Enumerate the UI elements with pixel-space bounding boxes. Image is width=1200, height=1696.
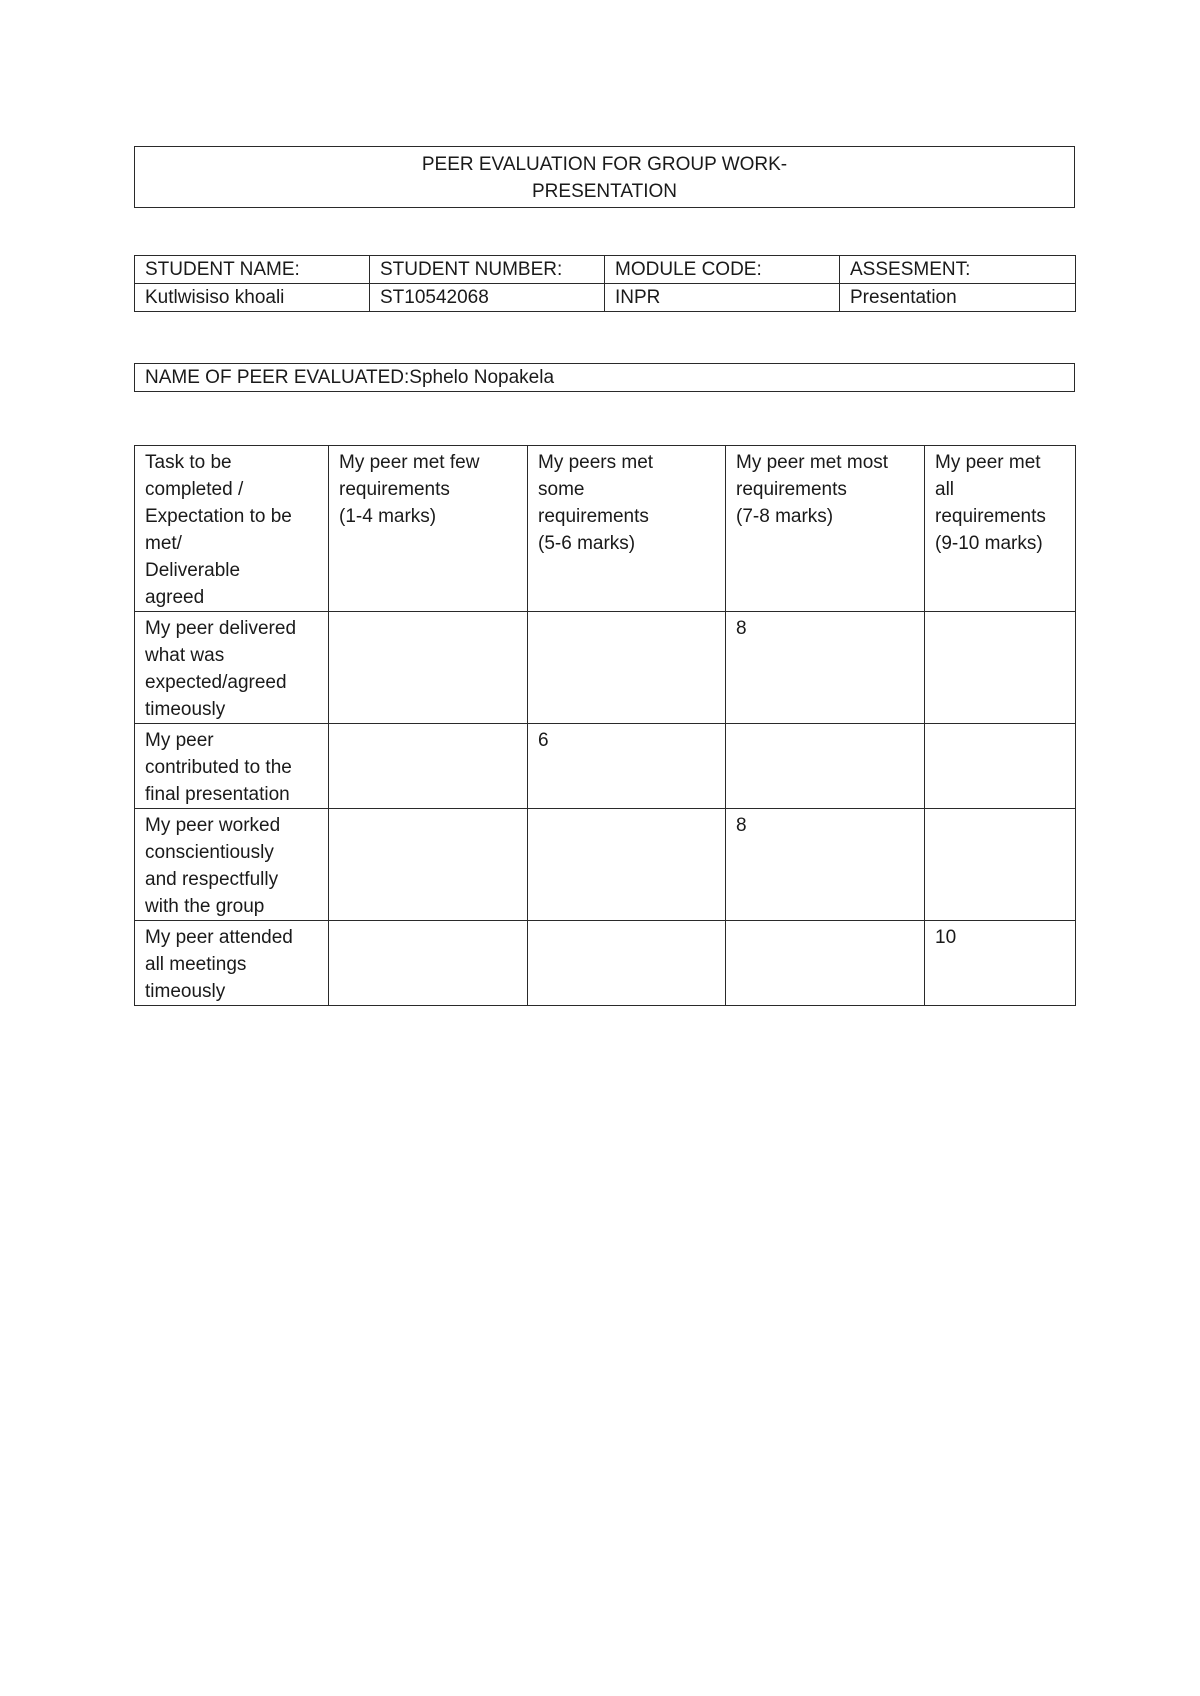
student-name-value: Kutlwisiso khoali bbox=[135, 284, 370, 312]
peer-evaluated-table bbox=[134, 363, 1075, 392]
student-number-header: STUDENT NUMBER: bbox=[370, 256, 605, 284]
rubric-header-some: My peers met some requirements (5-6 marks) bbox=[528, 446, 726, 612]
rubric-task-cell: My peer delivered what was expected/agreed timeously bbox=[135, 612, 329, 724]
rubric-score-cell bbox=[329, 921, 528, 1006]
rubric-score-cell bbox=[329, 612, 528, 724]
rubric-score-cell: 10 bbox=[925, 921, 1076, 1006]
title-box bbox=[134, 146, 1075, 208]
rubric-table bbox=[134, 445, 1076, 1006]
rubric-score-cell bbox=[329, 724, 528, 809]
table-row bbox=[135, 921, 1076, 1006]
module-code-value: INPR bbox=[605, 284, 840, 312]
title-line-2: PRESENTATION bbox=[532, 181, 677, 202]
rubric-header-most: My peer met most requirements (7-8 marks) bbox=[726, 446, 925, 612]
rubric-score-cell bbox=[925, 612, 1076, 724]
student-info-table bbox=[134, 255, 1076, 312]
rubric-header-row bbox=[135, 446, 1076, 612]
rubric-score-cell bbox=[528, 921, 726, 1006]
student-number-value: ST10542068 bbox=[370, 284, 605, 312]
rubric-score-cell bbox=[925, 724, 1076, 809]
assessment-header: ASSESMENT: bbox=[840, 256, 1076, 284]
student-info-value-row bbox=[135, 284, 1076, 312]
table-row bbox=[135, 809, 1076, 921]
rubric-score-cell bbox=[726, 724, 925, 809]
assessment-value: Presentation bbox=[840, 284, 1076, 312]
peer-evaluated-name: Sphelo Nopakela bbox=[409, 367, 555, 388]
rubric-score-cell bbox=[925, 809, 1076, 921]
peer-evaluated-label: NAME OF PEER EVALUATED: bbox=[145, 367, 410, 388]
rubric-header-few: My peer met few requirements (1-4 marks) bbox=[329, 446, 528, 612]
title-line-1: PEER EVALUATION FOR GROUP WORK- bbox=[421, 154, 788, 175]
rubric-header-task: Task to be completed / Expectation to be met/ Deliverable agreed bbox=[135, 446, 329, 612]
rubric-task-cell: My peer worked conscientiously and respectfully with the group bbox=[135, 809, 329, 921]
document-title bbox=[135, 147, 1075, 208]
table-row bbox=[135, 612, 1076, 724]
rubric-score-cell bbox=[329, 809, 528, 921]
rubric-score-cell bbox=[528, 809, 726, 921]
student-name-header: STUDENT NAME: bbox=[135, 256, 370, 284]
peer-evaluated-cell bbox=[135, 364, 1075, 392]
rubric-score-cell: 8 bbox=[726, 612, 925, 724]
module-code-header: MODULE CODE: bbox=[605, 256, 840, 284]
rubric-header-all: My peer met all requirements (9-10 marks) bbox=[925, 446, 1076, 612]
rubric-score-cell: 6 bbox=[528, 724, 726, 809]
rubric-task-cell: My peer contributed to the final presentation bbox=[135, 724, 329, 809]
student-info-header-row bbox=[135, 256, 1076, 284]
rubric-task-cell: My peer attended all meetings timeously bbox=[135, 921, 329, 1006]
rubric-score-cell: 8 bbox=[726, 809, 925, 921]
rubric-score-cell bbox=[726, 921, 925, 1006]
rubric-score-cell bbox=[528, 612, 726, 724]
table-row bbox=[135, 724, 1076, 809]
